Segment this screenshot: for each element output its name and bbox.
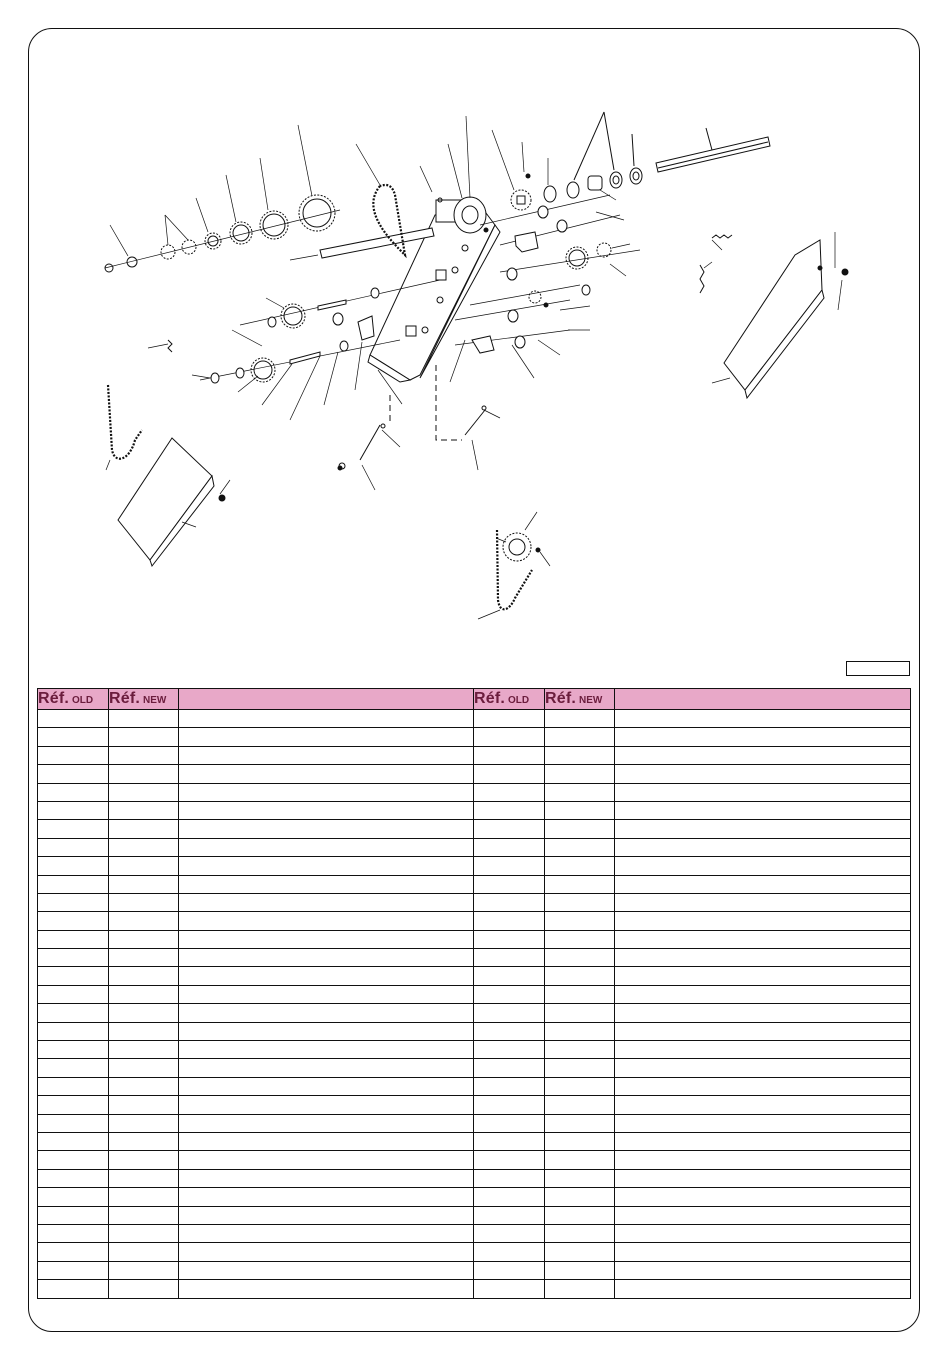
cell-description-left <box>179 728 474 746</box>
table-row <box>38 893 911 911</box>
cell-description-left <box>179 710 474 728</box>
cell-description-right <box>615 1132 911 1150</box>
cell-ref-new-left <box>109 783 179 801</box>
cell-description-right <box>615 985 911 1003</box>
cell-ref-old-right <box>474 710 545 728</box>
table-row <box>38 1261 911 1279</box>
table-row <box>38 1022 911 1040</box>
cell-ref-new-left <box>109 967 179 985</box>
cell-ref-old-right <box>474 1077 545 1095</box>
cell-ref-new-left <box>109 875 179 893</box>
cell-ref-new-left <box>109 857 179 875</box>
cell-ref-old-left <box>38 1114 109 1132</box>
cell-description-left <box>179 1243 474 1261</box>
cell-ref-new-right <box>545 746 615 764</box>
table-row <box>38 1169 911 1187</box>
cell-description-right <box>615 967 911 985</box>
cell-description-right <box>615 857 911 875</box>
table-row <box>38 857 911 875</box>
cell-ref-old-left <box>38 1169 109 1187</box>
cell-ref-old-right <box>474 1243 545 1261</box>
cell-ref-old-right <box>474 1059 545 1077</box>
cell-description-right <box>615 1077 911 1095</box>
cell-ref-old-left <box>38 783 109 801</box>
cell-ref-old-right <box>474 1261 545 1279</box>
cell-ref-new-right <box>545 985 615 1003</box>
table-row <box>38 1059 911 1077</box>
cell-ref-old-left <box>38 765 109 783</box>
cell-description-left <box>179 930 474 948</box>
table-row <box>38 783 911 801</box>
table-row <box>38 1206 911 1224</box>
cell-description-left <box>179 1041 474 1059</box>
table-row <box>38 949 911 967</box>
cell-ref-new-right <box>545 1022 615 1040</box>
cell-ref-new-right <box>545 1261 615 1279</box>
table-row <box>38 1224 911 1242</box>
cell-description-right <box>615 893 911 911</box>
table-row <box>38 985 911 1003</box>
cell-ref-new-left <box>109 1041 179 1059</box>
table-row <box>38 746 911 764</box>
cell-description-right <box>615 949 911 967</box>
cell-ref-new-left <box>109 985 179 1003</box>
cell-description-right <box>615 875 911 893</box>
top-bushings <box>544 112 642 202</box>
cell-ref-old-left <box>38 710 109 728</box>
cell-description-right <box>615 838 911 856</box>
cell-ref-new-left <box>109 801 179 819</box>
table-row <box>38 1004 911 1022</box>
cell-ref-old-left <box>38 1059 109 1077</box>
table-row <box>38 930 911 948</box>
cell-ref-new-right <box>545 1059 615 1077</box>
cell-ref-new-right <box>545 1280 615 1298</box>
cell-ref-new-left <box>109 820 179 838</box>
cell-ref-old-right <box>474 1224 545 1242</box>
cell-ref-new-right <box>545 930 615 948</box>
cell-ref-new-left <box>109 746 179 764</box>
cell-description-left <box>179 838 474 856</box>
cell-ref-old-right <box>474 893 545 911</box>
cell-ref-new-left <box>109 728 179 746</box>
cell-description-left <box>179 893 474 911</box>
cell-ref-old-right <box>474 801 545 819</box>
cell-description-right <box>615 1243 911 1261</box>
cell-description-right <box>615 1059 911 1077</box>
cell-description-left <box>179 1059 474 1077</box>
cell-description-left <box>179 1077 474 1095</box>
cell-ref-new-right <box>545 912 615 930</box>
table-row <box>38 1151 911 1169</box>
cell-ref-new-left <box>109 838 179 856</box>
cell-ref-old-left <box>38 1224 109 1242</box>
cell-ref-old-left <box>38 930 109 948</box>
cell-description-right <box>615 1004 911 1022</box>
long-shaft <box>656 128 770 172</box>
cell-ref-new-left <box>109 1188 179 1206</box>
table-row <box>38 1096 911 1114</box>
cell-description-left <box>179 1280 474 1298</box>
cell-description-left <box>179 1188 474 1206</box>
cell-ref-old-right <box>474 728 545 746</box>
table-row <box>38 838 911 856</box>
cell-ref-old-right <box>474 1004 545 1022</box>
cell-description-right <box>615 1114 911 1132</box>
cell-ref-new-right <box>545 857 615 875</box>
parts-list-table <box>37 688 911 1299</box>
cell-description-right <box>615 1188 911 1206</box>
table-header-row <box>38 689 911 710</box>
cell-ref-old-right <box>474 1022 545 1040</box>
cell-description-right <box>615 783 911 801</box>
table-row <box>38 875 911 893</box>
cell-description-right <box>615 710 911 728</box>
cell-ref-new-right <box>545 728 615 746</box>
cell-ref-new-left <box>109 1206 179 1224</box>
cell-ref-new-right <box>545 1206 615 1224</box>
cell-description-left <box>179 765 474 783</box>
cell-ref-new-left <box>109 912 179 930</box>
cell-ref-old-left <box>38 1188 109 1206</box>
cell-ref-old-right <box>474 1280 545 1298</box>
cell-ref-new-left <box>109 930 179 948</box>
cell-description-left <box>179 1096 474 1114</box>
cell-ref-old-right <box>474 1041 545 1059</box>
cell-ref-old-right <box>474 820 545 838</box>
header-ref-new-right: Réf. NEW <box>545 689 615 710</box>
cell-ref-old-left <box>38 1151 109 1169</box>
table-row <box>38 801 911 819</box>
cell-ref-old-right <box>474 1206 545 1224</box>
cell-ref-old-left <box>38 967 109 985</box>
table-row <box>38 1188 911 1206</box>
cell-ref-new-left <box>109 1096 179 1114</box>
cell-ref-old-right <box>474 746 545 764</box>
cell-ref-old-left <box>38 728 109 746</box>
page-reference-box <box>846 661 910 676</box>
cell-ref-old-left <box>38 985 109 1003</box>
cell-description-right <box>615 765 911 783</box>
table-row <box>38 1041 911 1059</box>
table-row <box>38 820 911 838</box>
cell-ref-old-right <box>474 1132 545 1150</box>
header-description-right <box>615 689 911 710</box>
cell-ref-old-left <box>38 1261 109 1279</box>
cell-description-left <box>179 875 474 893</box>
cell-ref-old-left <box>38 1206 109 1224</box>
cell-ref-old-left <box>38 1077 109 1095</box>
cell-ref-new-left <box>109 1151 179 1169</box>
cell-ref-new-left <box>109 1114 179 1132</box>
cell-description-left <box>179 1022 474 1040</box>
cell-description-left <box>179 985 474 1003</box>
cell-description-right <box>615 930 911 948</box>
cell-ref-new-left <box>109 1132 179 1150</box>
cell-ref-new-right <box>545 1169 615 1187</box>
cell-ref-new-right <box>545 1151 615 1169</box>
cell-description-left <box>179 1224 474 1242</box>
cell-ref-old-left <box>38 1096 109 1114</box>
cell-ref-new-right <box>545 1188 615 1206</box>
cell-description-left <box>179 1114 474 1132</box>
cell-ref-old-right <box>474 1151 545 1169</box>
cell-ref-old-right <box>474 912 545 930</box>
cell-ref-new-right <box>545 820 615 838</box>
cell-ref-new-right <box>545 1114 615 1132</box>
cell-ref-new-left <box>109 765 179 783</box>
cell-ref-new-left <box>109 1022 179 1040</box>
cell-ref-old-left <box>38 1243 109 1261</box>
cell-description-left <box>179 783 474 801</box>
table-row <box>38 1243 911 1261</box>
cell-ref-old-left <box>38 912 109 930</box>
cell-ref-new-right <box>545 1224 615 1242</box>
cell-ref-old-left <box>38 1280 109 1298</box>
cell-ref-old-right <box>474 1114 545 1132</box>
covers <box>118 240 824 566</box>
cell-description-left <box>179 857 474 875</box>
table-row <box>38 912 911 930</box>
cell-ref-old-left <box>38 820 109 838</box>
cell-ref-new-left <box>109 949 179 967</box>
table-row <box>38 728 911 746</box>
cell-description-left <box>179 1004 474 1022</box>
cell-ref-old-left <box>38 746 109 764</box>
cell-description-right <box>615 1022 911 1040</box>
cell-description-right <box>615 1206 911 1224</box>
table-row <box>38 1132 911 1150</box>
cell-description-left <box>179 1261 474 1279</box>
cell-ref-new-right <box>545 710 615 728</box>
cell-description-left <box>179 912 474 930</box>
cell-ref-new-right <box>545 875 615 893</box>
cell-ref-old-left <box>38 949 109 967</box>
cell-ref-old-right <box>474 838 545 856</box>
cell-ref-new-left <box>109 1280 179 1298</box>
cell-description-right <box>615 1224 911 1242</box>
cell-ref-old-right <box>474 930 545 948</box>
cell-ref-old-left <box>38 1132 109 1150</box>
cell-ref-old-right <box>474 949 545 967</box>
cell-description-left <box>179 820 474 838</box>
cell-description-right <box>615 1169 911 1187</box>
cell-ref-old-right <box>474 783 545 801</box>
table-row <box>38 765 911 783</box>
table-row <box>38 1077 911 1095</box>
cell-ref-new-right <box>545 949 615 967</box>
header-description-left <box>179 689 474 710</box>
cell-description-right <box>615 1041 911 1059</box>
cell-ref-new-right <box>545 783 615 801</box>
header-ref-new-left: Réf. NEW <box>109 689 179 710</box>
cell-ref-old-left <box>38 1004 109 1022</box>
cell-description-left <box>179 949 474 967</box>
cell-description-right <box>615 820 911 838</box>
cell-ref-new-left <box>109 1169 179 1187</box>
cell-ref-old-left <box>38 838 109 856</box>
cell-ref-old-right <box>474 765 545 783</box>
cell-ref-new-right <box>545 838 615 856</box>
cell-ref-old-left <box>38 1041 109 1059</box>
cell-description-right <box>615 801 911 819</box>
cell-ref-new-right <box>545 1096 615 1114</box>
header-ref-old-left: Réf. OLD <box>38 689 109 710</box>
cell-ref-old-right <box>474 857 545 875</box>
table-row <box>38 1280 911 1298</box>
table-row <box>38 1114 911 1132</box>
cell-ref-old-right <box>474 1188 545 1206</box>
cell-ref-new-left <box>109 710 179 728</box>
cell-ref-new-left <box>109 1261 179 1279</box>
cell-description-right <box>615 1280 911 1298</box>
cell-ref-new-left <box>109 1224 179 1242</box>
linkages <box>339 365 486 469</box>
cell-ref-old-left <box>38 801 109 819</box>
cell-ref-new-left <box>109 893 179 911</box>
cell-ref-old-left <box>38 875 109 893</box>
cell-ref-new-left <box>109 1077 179 1095</box>
cell-description-right <box>615 1151 911 1169</box>
cell-ref-old-right <box>474 967 545 985</box>
cell-ref-new-left <box>109 1004 179 1022</box>
cell-description-left <box>179 746 474 764</box>
table-row <box>38 967 911 985</box>
cell-ref-new-left <box>109 1059 179 1077</box>
cell-ref-old-left <box>38 1022 109 1040</box>
cell-ref-new-right <box>545 1132 615 1150</box>
cell-ref-new-right <box>545 765 615 783</box>
cell-description-left <box>179 967 474 985</box>
cell-ref-old-left <box>38 893 109 911</box>
cell-ref-new-right <box>545 1243 615 1261</box>
cell-description-left <box>179 801 474 819</box>
cell-ref-new-right <box>545 801 615 819</box>
cell-ref-new-right <box>545 893 615 911</box>
cell-ref-old-right <box>474 875 545 893</box>
cell-ref-old-left <box>38 857 109 875</box>
cell-description-left <box>179 1151 474 1169</box>
cell-description-right <box>615 728 911 746</box>
cell-ref-new-left <box>109 1243 179 1261</box>
cell-ref-new-right <box>545 1004 615 1022</box>
cell-description-left <box>179 1169 474 1187</box>
cell-ref-new-right <box>545 1077 615 1095</box>
cell-description-right <box>615 1261 911 1279</box>
cell-ref-old-right <box>474 985 545 1003</box>
cell-ref-old-right <box>474 1096 545 1114</box>
cell-ref-new-right <box>545 1041 615 1059</box>
cell-ref-old-right <box>474 1169 545 1187</box>
cell-description-left <box>179 1132 474 1150</box>
cell-description-left <box>179 1206 474 1224</box>
cell-description-right <box>615 912 911 930</box>
header-ref-old-right: Réf. OLD <box>474 689 545 710</box>
cell-description-right <box>615 1096 911 1114</box>
table-row <box>38 710 911 728</box>
cell-ref-new-right <box>545 967 615 985</box>
cell-description-right <box>615 746 911 764</box>
